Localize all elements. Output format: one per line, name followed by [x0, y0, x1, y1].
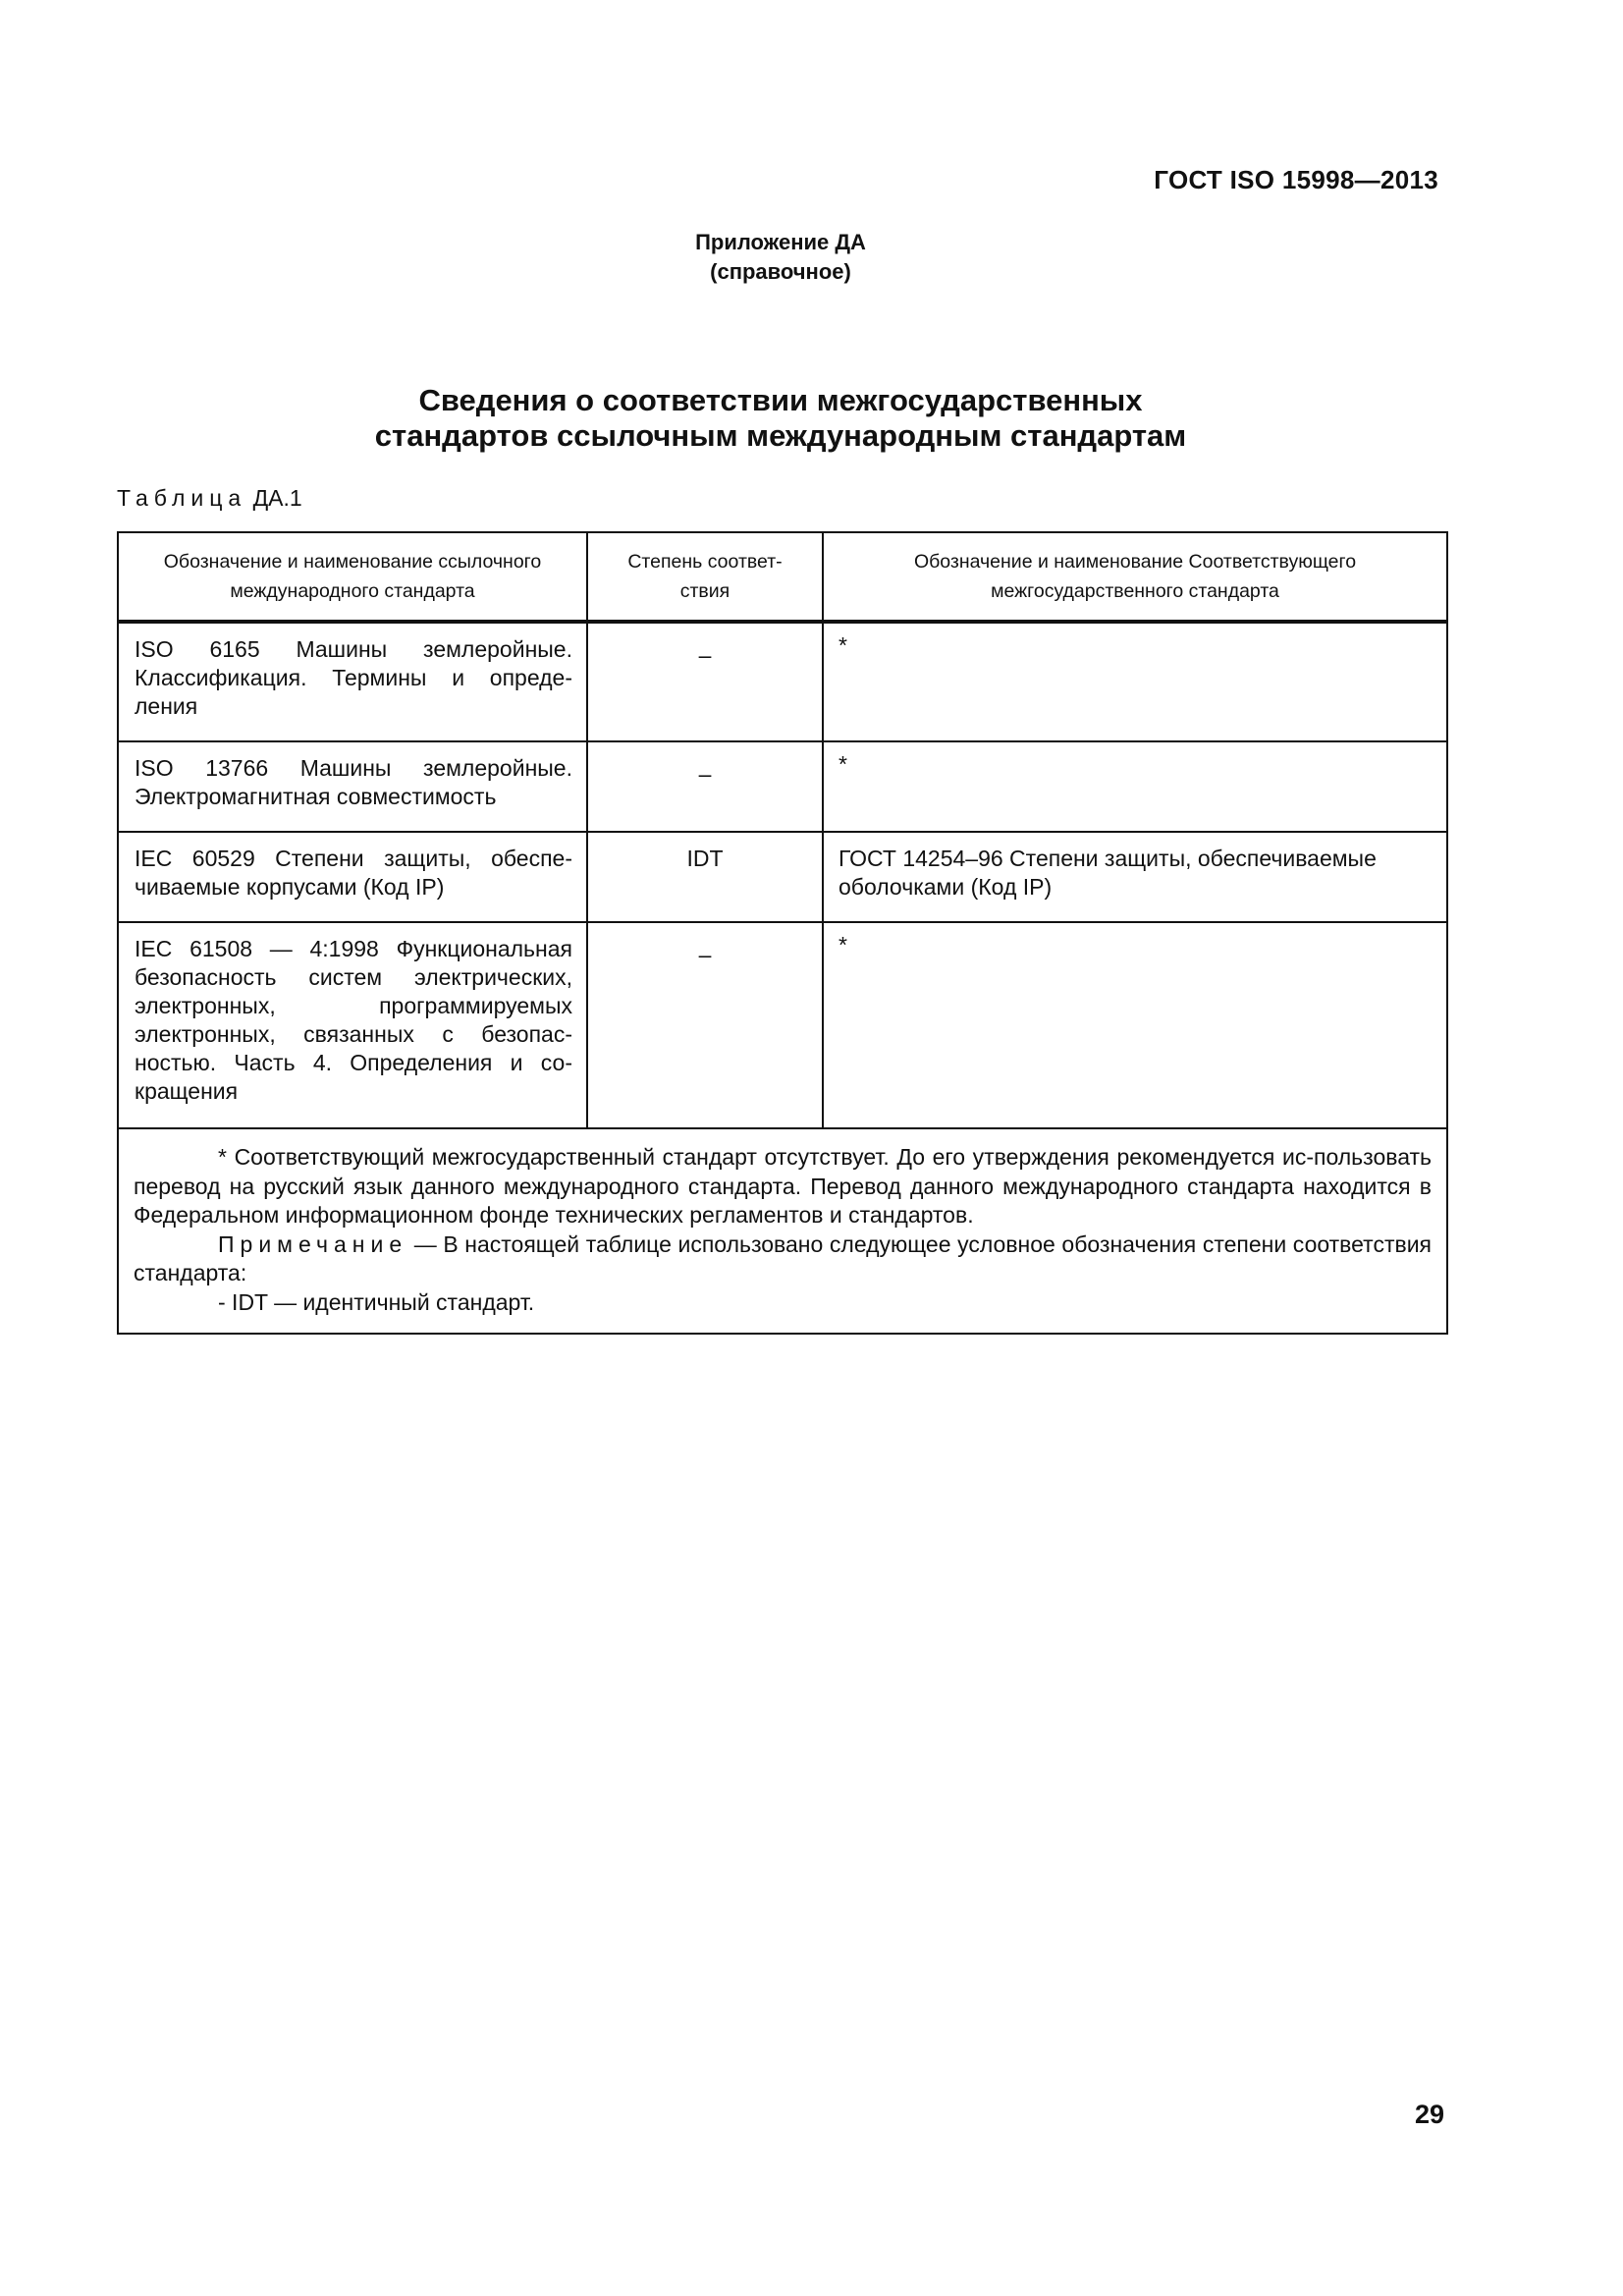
- note-label: Примечание: [218, 1230, 408, 1257]
- page-number: 29: [1414, 2100, 1444, 2129]
- table-footnote: [118, 1128, 1447, 1334]
- interstate-standard-cell: *: [823, 622, 1447, 741]
- table-label-word: Таблица: [117, 485, 247, 511]
- degree-cell: IDT: [587, 832, 823, 922]
- appendix-subtitle: (справочное): [710, 259, 851, 284]
- international-standard-cell: ISO 13766 Машины землеройные. Электромагнитная совместимость: [118, 741, 587, 832]
- table-label: [117, 485, 302, 512]
- degree-cell: –: [587, 741, 823, 832]
- footnote-idt: - IDT — идентичный стандарт.: [218, 1288, 535, 1315]
- header-interstate-standard: Обозначение и наименование Соответствующего межгосударственного стандарта: [823, 532, 1447, 622]
- degree-cell: –: [587, 622, 823, 741]
- document-code: ГОСТ ISO 15998—2013: [1154, 165, 1438, 194]
- table-header-row: [118, 532, 1447, 622]
- table-row: [118, 622, 1447, 741]
- correspondence-table: [117, 531, 1448, 1335]
- interstate-standard-cell: ГОСТ 14254–96 Степени защиты, обеспечиваемые оболочками (Код IP): [823, 832, 1447, 922]
- header-international-standard: Обозначение и наименование ссылочного международного стандарта: [118, 532, 587, 622]
- international-standard-cell: ISO 6165 Машины землеройные. Классификация. Термины и опреде-ления: [118, 622, 587, 741]
- footnote-star: * Соответствующий межгосударственный стандарт отсутствует. До его утверждения рекомендуется ис-пользовать перевод на русский язык данного международного стандарта. Перевод данного международного стандарта находится в Федеральном информационном фонде технических регламентов и стандартов.: [134, 1144, 1432, 1228]
- page-title-line-1: Сведения о соответствии межгосударственных: [418, 383, 1143, 417]
- table-row: [118, 922, 1447, 1128]
- appendix-title: Приложение ДА: [695, 230, 866, 254]
- table-row: [118, 832, 1447, 922]
- table-label-number: ДА.1: [252, 485, 302, 511]
- page-title-line-2: стандартов ссылочным международным стандартам: [374, 418, 1187, 453]
- page-title: [0, 383, 1561, 454]
- table-footnote-row: [118, 1128, 1447, 1334]
- degree-cell: –: [587, 922, 823, 1128]
- interstate-standard-cell: *: [823, 922, 1447, 1128]
- international-standard-cell: IEC 61508 — 4:1998 Функциональная безопасность систем электрических, электронных, программируемых электронных, связанных с безопас-ностью. Часть 4. Определения и со-кращения: [118, 922, 587, 1128]
- appendix-heading: [0, 228, 1561, 287]
- table-row: [118, 741, 1447, 832]
- header-degree: Степень соответ-ствия: [587, 532, 823, 622]
- note-text: — В настоящей таблице использовано следующее условное обозначения степени соответствия стандарта:: [134, 1230, 1432, 1285]
- interstate-standard-cell: *: [823, 741, 1447, 832]
- footnote-note: [134, 1230, 1432, 1288]
- international-standard-cell: IEC 60529 Степени защиты, обеспе-чиваемые корпусами (Код IP): [118, 832, 587, 922]
